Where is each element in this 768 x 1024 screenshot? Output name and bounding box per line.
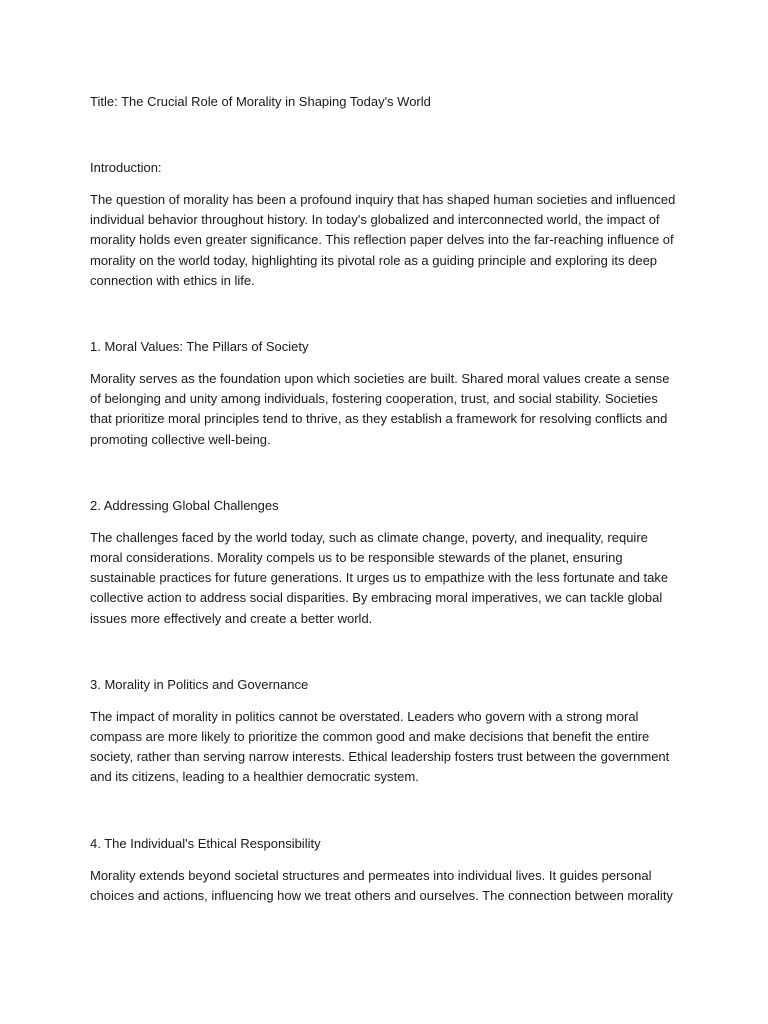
section-1-heading: 1. Moral Values: The Pillars of Society [90,339,309,355]
section-2-heading: 2. Addressing Global Challenges [90,497,279,513]
introduction-heading: Introduction: [90,160,162,175]
section-3-heading: 3. Morality in Politics and Governance [90,676,309,692]
section-3-paragraph: The impact of morality in politics cannot be overstated. Leaders who govern with a strong moral compass are more likely to prioritize the common good and make decisions that benefit the entire society, rather than serving narrow interests. Ethical leadership fosters trust between the government and its citizens, leading to a healthier democratic system. [90,708,670,785]
section-4-heading: 4. The Individual's Ethical Responsibility [90,835,321,851]
section-1-paragraph: Morality serves as the foundation upon which societies are built. Shared moral values create a sense of belonging and unity among individuals, fostering cooperation, trust, and social stability. Societies that prioritize moral principles tend to thrive, as they establish a framework for resolving conflicts and promoting collective well-being. [90,371,670,447]
introduction-paragraph: The question of morality has been a profound inquiry that has shaped human societies and influenced individual behavior throughout history. In today's globalized and interconnected world, the impact of morality holds even greater significance. This reflection paper delves into the far-reaching influence of morality on the world today, highlighting its pivotal role as a guiding principle and exploring its deep connection with ethics in life. [90,192,676,288]
section-2-paragraph: The challenges faced by the world today, such as climate change, poverty, and inequality, require moral considerations. Morality compels us to be responsible stewards of the planet, ensuring sustainable practices for future generations. It urges us to empathize with the less fortunate and take collective action to address social disparities. By embracing moral imperatives, we can tackle global issues more effectively and create a better world. [90,529,669,626]
document-title: Title: The Crucial Role of Morality in Shaping Today's World [90,94,431,109]
section-4-paragraph: Morality extends beyond societal structures and permeates into individual lives. It guides personal choices and actions, influencing how we treat others and ourselves. The connection between morality [90,867,673,903]
document-body [90,92,680,906]
